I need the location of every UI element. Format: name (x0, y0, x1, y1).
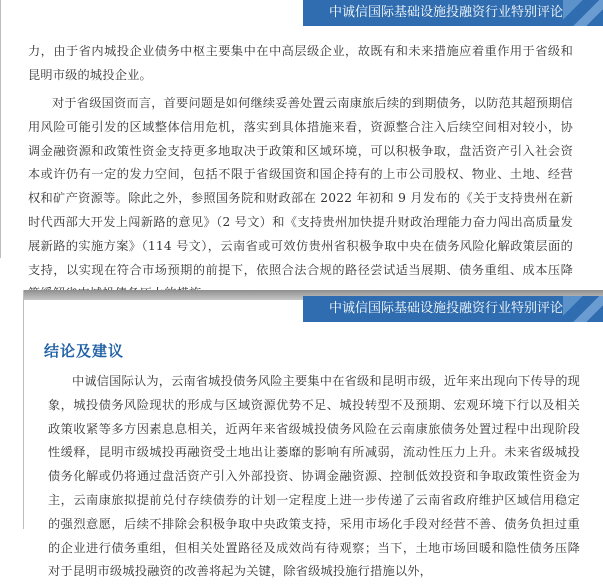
paragraph-continued: 力，由于省内城投企业债务中枢主要集中在中高层级企业，故既有和未来措施应着重作用于省级和昆明市级的城投企业。 (28, 44, 573, 82)
paragraph-provincial-assets: 对于省级国资而言，首要问题是如何继续妥善处置云南康旅后续的到期债务，以防范其超预期信用风险可能引发的区域整体信用危机，落实到具体措施来看，资源整合注入后续空间相对较小，协调金融资源和政策性资金支持更多地取决于政策和区域环境，可以积极争取，盘活资产引入社会资本或许仍有一定的发力空间，包括不限于省级国资和国企持有的上市公司股权、物业、土地、经营权和矿产资源等。除此之外，参照国务院和财政部在 2022 年初和 9 月发布的《关于支持贵州在新时代西部大开发上闯新路的意见》（2 号文）和《支持贵州加快提升财政治理能力奋力闯出高质量发展新路的实施方案》（114 号文），云南省或可效仿贵州省积极争取中央在债务风险化解政策层面的支持，以实现在符合市场预期的前提下，依照合法合规的路径尝试适当展期、债务重组、成本压降 (28, 96, 573, 277)
header-decoration (563, 296, 603, 322)
document-page-1 (0, 0, 603, 277)
page-border (23, 290, 24, 529)
section-title: 结论及建议 (44, 342, 125, 360)
page-border (0, 0, 1, 258)
header-decoration (563, 0, 603, 26)
paragraph-conclusion: 中诚信国际认为，云南省城投债务风险主要集中在省级和昆明市级，近年来出现向下传导的现象，城投债务风险现状的形成与区域资源优势不足、城投转型不及预期、宏观环境下行以及相关政策收紧等多方因素息息相关，近两年来省级城投债务风险在云南康旅债务处置过程中出现阶段性缓释，昆明市级城投再融资受土地出让萎靡的影响有所减弱，流动性压力上升。未来省级城投债务化解或仍将通过盘活资产引入外部投资、协调金融资源、控制低效投资和争取政策性资金为主，云南康旅拟提前兑付存续债券的计划一定程度上进一步传递了云南省政府维护区域信用稳定的强烈意愿，后续不排除会积极争取中央政策支持，采用市场化手段对经营不善、债务负担过重的企业进行债务重组，但相关处置路径及成效尚有待观察；当下，土地市场回暖和隐性债务压降对于昆明市级城投融资的改善将起为关键，除省级城投施行措施以外， (48, 374, 580, 579)
report-header-banner: 中诚信国际基础设施投融资行业特别评论 (303, 296, 603, 322)
report-header-banner: 中诚信国际基础设施投融资行业特别评论 (303, 0, 603, 26)
